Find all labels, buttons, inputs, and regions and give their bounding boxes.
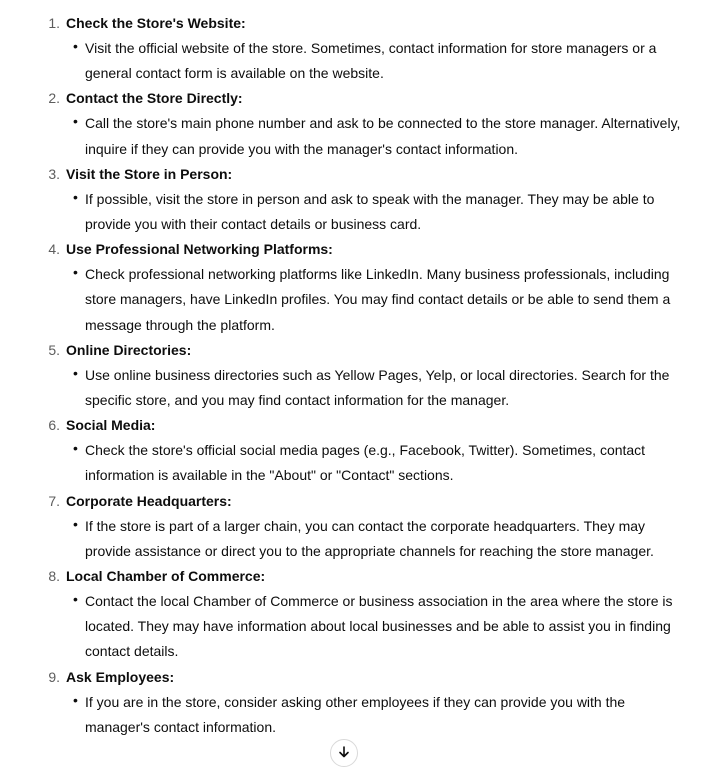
step-number: 9.	[48, 668, 60, 685]
steps-list	[0, 11, 716, 740]
step-heading	[0, 413, 716, 438]
scroll-to-bottom-button[interactable]	[330, 739, 358, 767]
step-title: Ask Employees:	[66, 668, 175, 685]
step-number: 4.	[48, 241, 60, 258]
step-heading	[0, 162, 716, 187]
chat-message-content	[0, 11, 716, 740]
bullet-text: Check professional networking platforms like LinkedIn. Many business professionals, including store managers, have LinkedIn profiles. You may find contact details or be able to send them a message through the platform.	[85, 266, 671, 333]
bullet-item	[0, 514, 716, 564]
step-heading	[0, 237, 716, 262]
step-heading	[0, 11, 716, 36]
bullet-item	[0, 262, 716, 338]
step-number: 7.	[48, 492, 60, 509]
bullet-list	[0, 262, 716, 338]
list-item	[0, 338, 716, 413]
bullet-text: Use online business directories such as Yellow Pages, Yelp, or local directories. Search for the specific store, and you may find contact information for the manager.	[85, 366, 670, 409]
step-number: 6.	[48, 417, 60, 434]
bullet-dot-icon: •	[73, 591, 78, 608]
step-heading	[0, 86, 716, 111]
bullet-text: If you are in the store, consider asking other employees if they can provide you with the manager's contact information.	[85, 693, 626, 735]
bullet-list	[0, 438, 716, 488]
step-number: 2.	[48, 90, 60, 107]
list-item	[0, 162, 716, 237]
bullet-item	[0, 36, 716, 86]
step-heading	[0, 489, 716, 514]
list-item	[0, 564, 716, 665]
step-heading	[0, 665, 716, 690]
bullet-dot-icon: •	[73, 264, 78, 281]
bullet-list	[0, 690, 716, 740]
list-item	[0, 413, 716, 488]
bullet-dot-icon: •	[73, 440, 78, 457]
bullet-text: Visit the official website of the store. Sometimes, contact information for store managers or a general contact form is available on the website.	[85, 40, 657, 82]
bullet-dot-icon: •	[73, 364, 78, 381]
bullet-text: Contact the local Chamber of Commerce or business association in the area where the store is located. They may have information about local businesses and be able to assist you in finding contact details.	[85, 593, 673, 660]
step-title: Online Directories:	[66, 341, 192, 358]
step-heading	[0, 564, 716, 589]
bullet-text: Call the store's main phone number and ask to be connected to the store manager. Alternatively, inquire if they can provide you with the manager's contact information.	[85, 115, 681, 157]
bullet-item	[0, 187, 716, 237]
arrow-down-icon	[337, 745, 351, 759]
step-number: 8.	[48, 568, 60, 585]
bullet-list	[0, 363, 716, 413]
step-number: 5.	[48, 341, 60, 358]
step-title: Visit the Store in Person:	[66, 165, 233, 182]
list-item	[0, 489, 716, 564]
step-number: 1.	[48, 15, 60, 31]
step-title: Social Media:	[66, 417, 156, 434]
step-title: Corporate Headquarters:	[66, 492, 232, 509]
step-title: Local Chamber of Commerce:	[66, 568, 266, 585]
bullet-list	[0, 111, 716, 161]
bullet-text: Check the store's official social media pages (e.g., Facebook, Twitter). Sometimes, contact information is available in the "About" or "Contact" sections.	[85, 442, 646, 484]
bullet-list	[0, 187, 716, 237]
step-number: 3.	[48, 165, 60, 182]
bullet-list	[0, 36, 716, 86]
list-item	[0, 237, 716, 338]
bullet-dot-icon: •	[73, 38, 78, 54]
bullet-list	[0, 514, 716, 564]
bullet-item	[0, 363, 716, 413]
step-title: Check the Store's Website:	[66, 15, 246, 31]
bullet-dot-icon: •	[73, 515, 78, 532]
list-item	[0, 11, 716, 86]
bullet-item	[0, 690, 716, 740]
bullet-text: If possible, visit the store in person and ask to speak with the manager. They may be able to provide you with their contact details or business card.	[85, 190, 655, 233]
bullet-dot-icon: •	[73, 113, 78, 130]
list-item	[0, 86, 716, 161]
bullet-dot-icon: •	[73, 188, 78, 205]
bullet-list	[0, 589, 716, 665]
bullet-item	[0, 438, 716, 488]
bullet-item	[0, 111, 716, 161]
bullet-dot-icon: •	[73, 691, 78, 708]
step-title: Use Professional Networking Platforms:	[66, 241, 333, 258]
list-item	[0, 665, 716, 740]
bullet-text: If the store is part of a larger chain, you can contact the corporate headquarters. They may provide assistance or direct you to the appropriate channels for reaching the store manager.	[85, 517, 654, 559]
bullet-item	[0, 589, 716, 665]
step-heading	[0, 338, 716, 363]
step-title: Contact the Store Directly:	[66, 90, 243, 107]
